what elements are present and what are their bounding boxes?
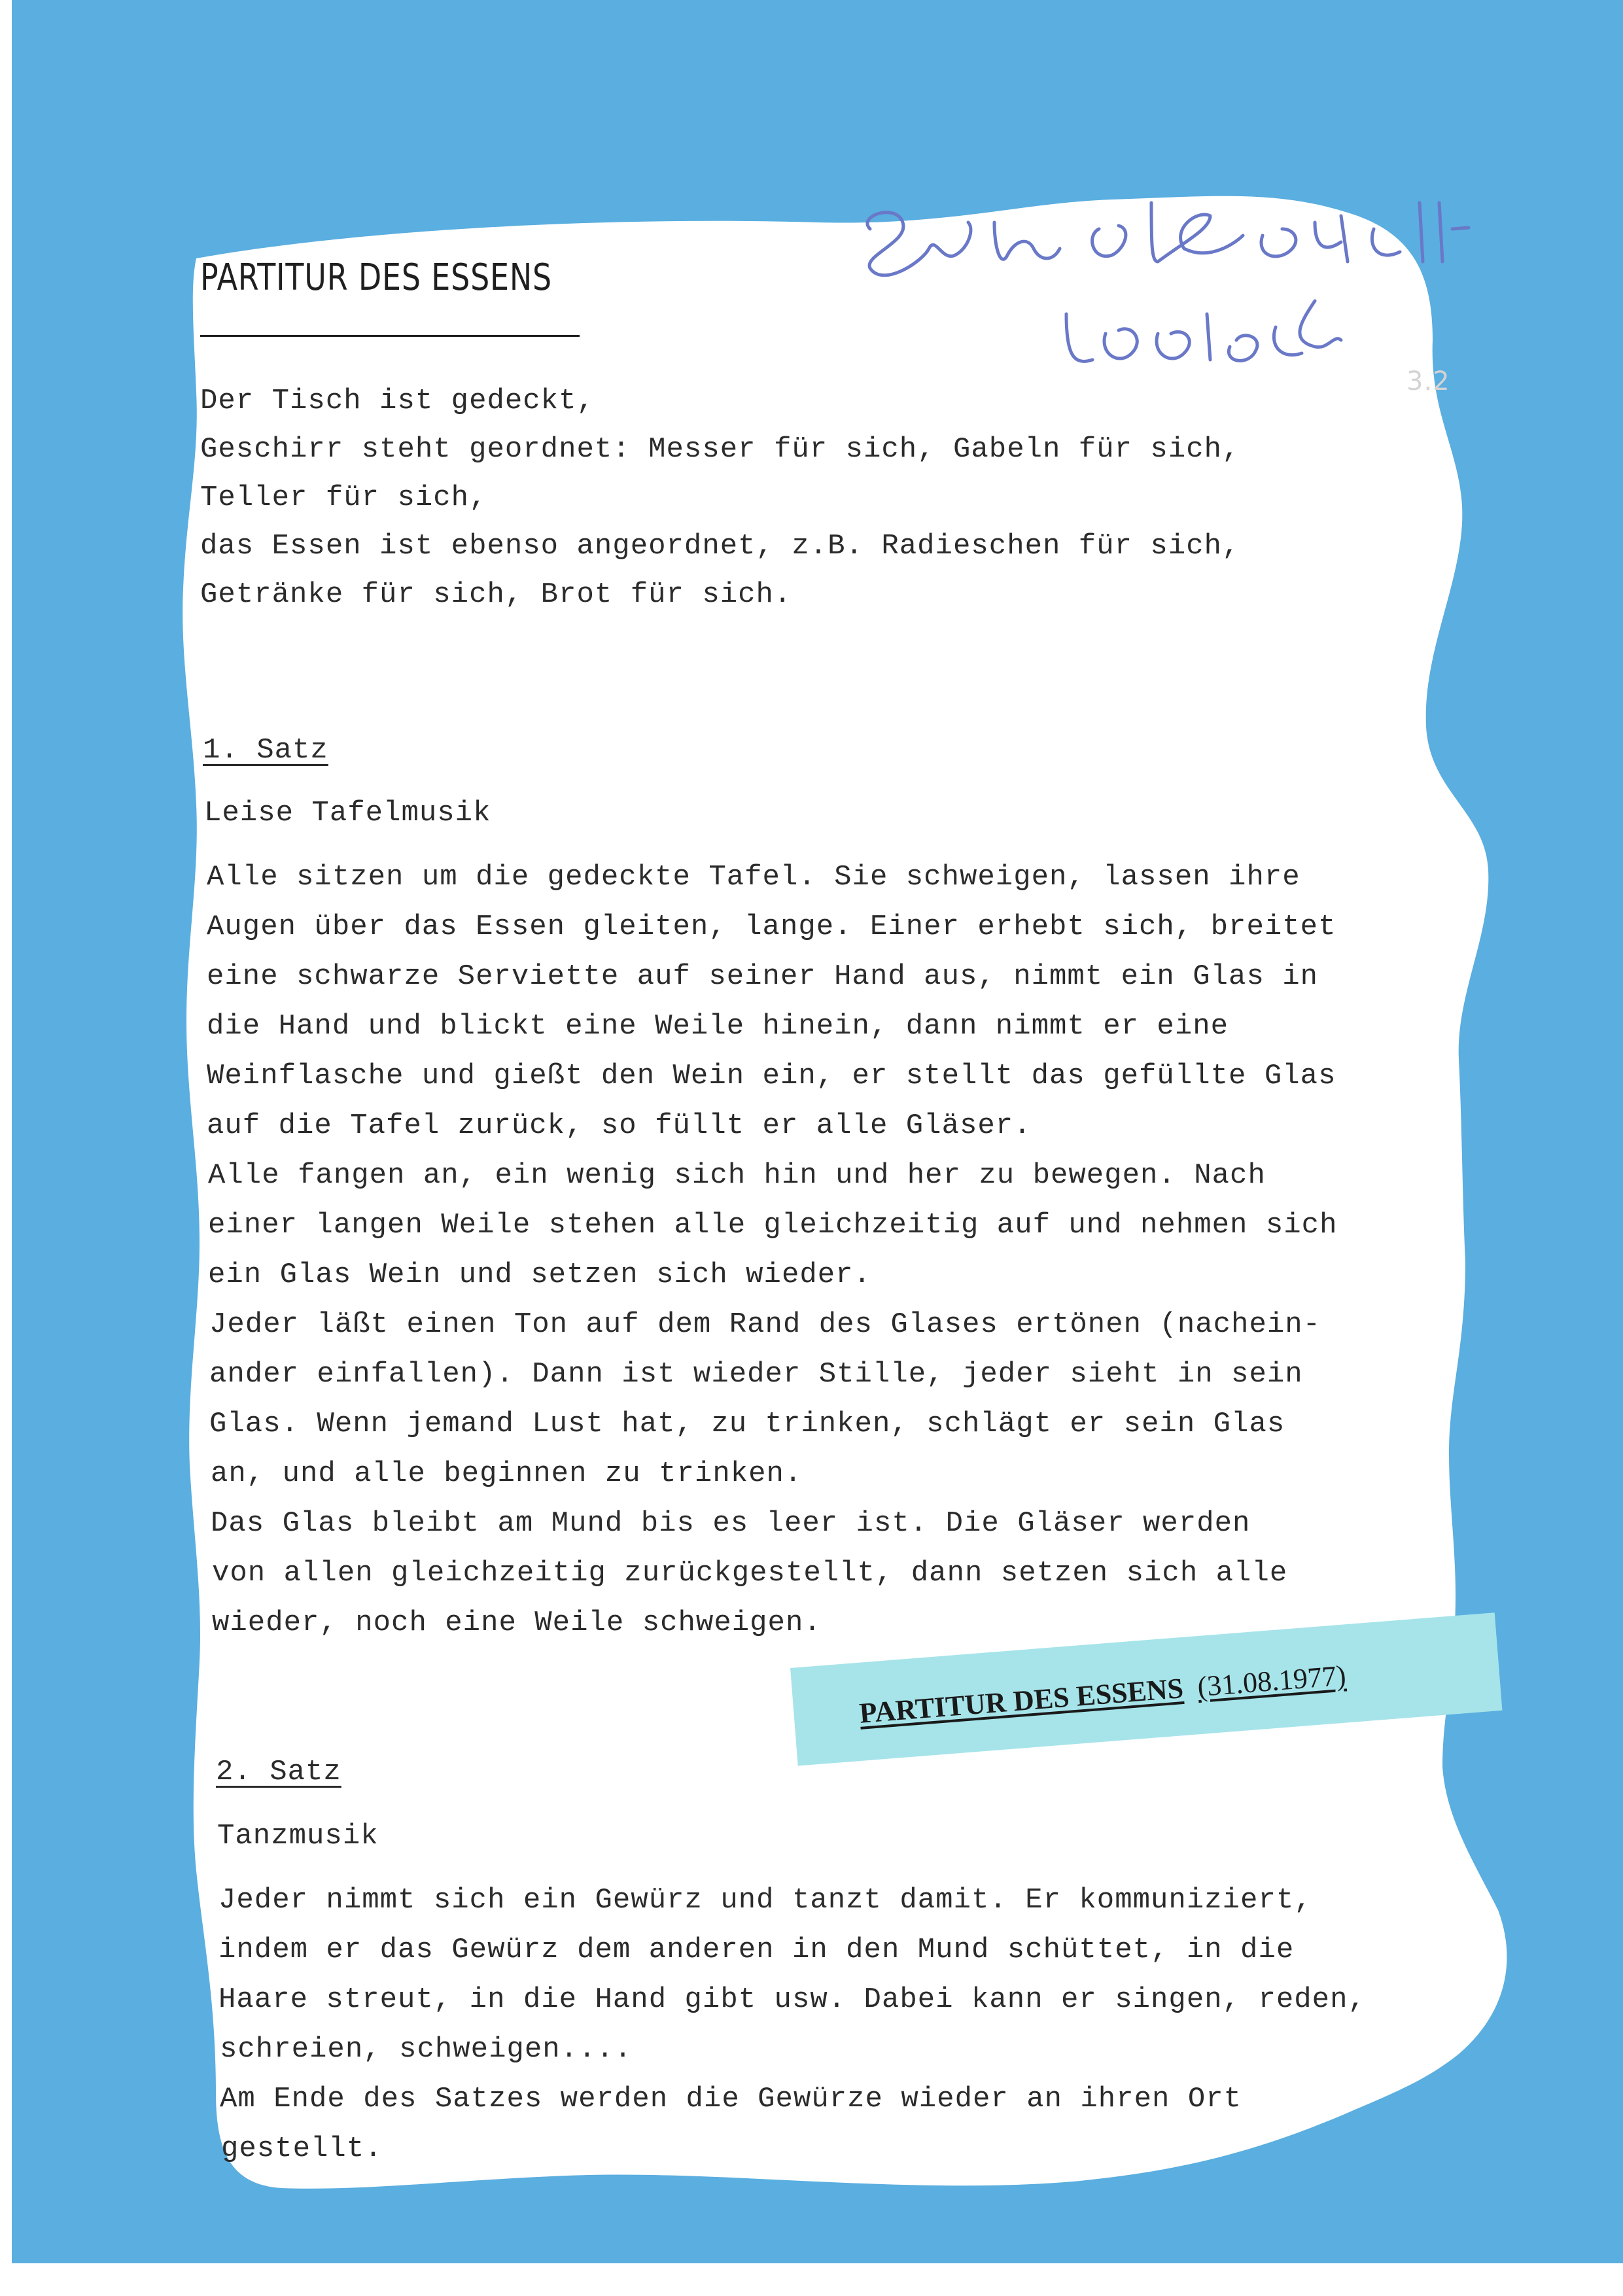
intro-line: das Essen ist ebenso angeordnet, z.B. Radieschen für sich, [200, 530, 1240, 563]
body-line: Glas. Wenn jemand Lust hat, zu trinken, schlägt er sein Glas [209, 1408, 1285, 1440]
body-line: Jeder nimmt sich ein Gewürz und tanzt damit. Er kommuniziert, [218, 1884, 1312, 1917]
body-line: Haare streut, in die Hand gibt usw. Dabei kann er singen, reden, [218, 1983, 1366, 2016]
body-line: ein Glas Wein und setzen sich wieder. [208, 1259, 871, 1291]
section-subtitle: Leise Tafelmusik [204, 797, 491, 829]
body-line: Alle fangen an, ein wenig sich hin und her zu bewegen. Nach [208, 1159, 1266, 1192]
intro-line: Der Tisch ist gedeckt, [200, 385, 595, 417]
body-line: einer langen Weile stehen alle gleichzeitig auf und nehmen sich [208, 1209, 1338, 1242]
section-heading: 2. Satz [216, 1756, 341, 1788]
body-line: die Hand und blickt eine Weile hinein, dann nimmt er eine [207, 1010, 1229, 1043]
title-underline [200, 335, 580, 337]
body-line: an, und alle beginnen zu trinken. [211, 1457, 803, 1490]
body-line: gestellt. [221, 2132, 383, 2165]
body-line: auf die Tafel zurück, so füllt er alle Gläser. [207, 1109, 1032, 1142]
intro-line: Teller für sich, [200, 481, 487, 514]
label-title: PARTITUR DES ESSENS [858, 1672, 1185, 1730]
intro-line: Geschirr steht geordnet: Messer für sich, Gabeln für sich, [200, 433, 1240, 466]
body-line: Jeder läßt einen Ton auf dem Rand des Glases ertönen (nachein- [209, 1308, 1321, 1341]
body-line: Am Ende des Satzes werden die Gewürze wieder an ihren Ort [220, 2083, 1242, 2115]
body-line: wieder, noch eine Weile schweigen. [212, 1607, 822, 1639]
margin-note: 3.2 [1406, 366, 1450, 396]
body-line: eine schwarze Serviette auf seiner Hand aus, nimmt ein Glas in [207, 960, 1319, 993]
body-line: Alle sitzen um die gedeckte Tafel. Sie schweigen, lassen ihre [207, 861, 1300, 894]
body-line: Das Glas bleibt am Mund bis es leer ist. Die Gläser werden [211, 1507, 1251, 1540]
document-title: PARTITUR DES ESSENS [200, 256, 553, 299]
body-line: ander einfallen). Dann ist wieder Stille, jeder sieht in sein [209, 1358, 1303, 1391]
label-text [858, 1658, 1347, 1730]
body-line: Weinflasche und gießt den Wein ein, er stellt das gefüllte Glas [207, 1060, 1336, 1092]
section-heading: 1. Satz [203, 734, 328, 767]
body-line: von allen gleichzeitig zurückgestellt, dann setzen sich alle [212, 1557, 1288, 1590]
body-line: indem er das Gewürz dem anderen in den Mund schüttet, in die [218, 1934, 1295, 1966]
handwritten-signature [844, 190, 1472, 412]
intro-line: Getränke für sich, Brot für sich. [200, 578, 792, 611]
label-date: (31.08.1977) [1196, 1659, 1348, 1703]
body-line: Augen über das Essen gleiten, lange. Einer erhebt sich, breitet [207, 911, 1336, 943]
section-subtitle: Tanzmusik [217, 1820, 379, 1852]
body-line: schreien, schweigen.... [220, 2033, 633, 2066]
